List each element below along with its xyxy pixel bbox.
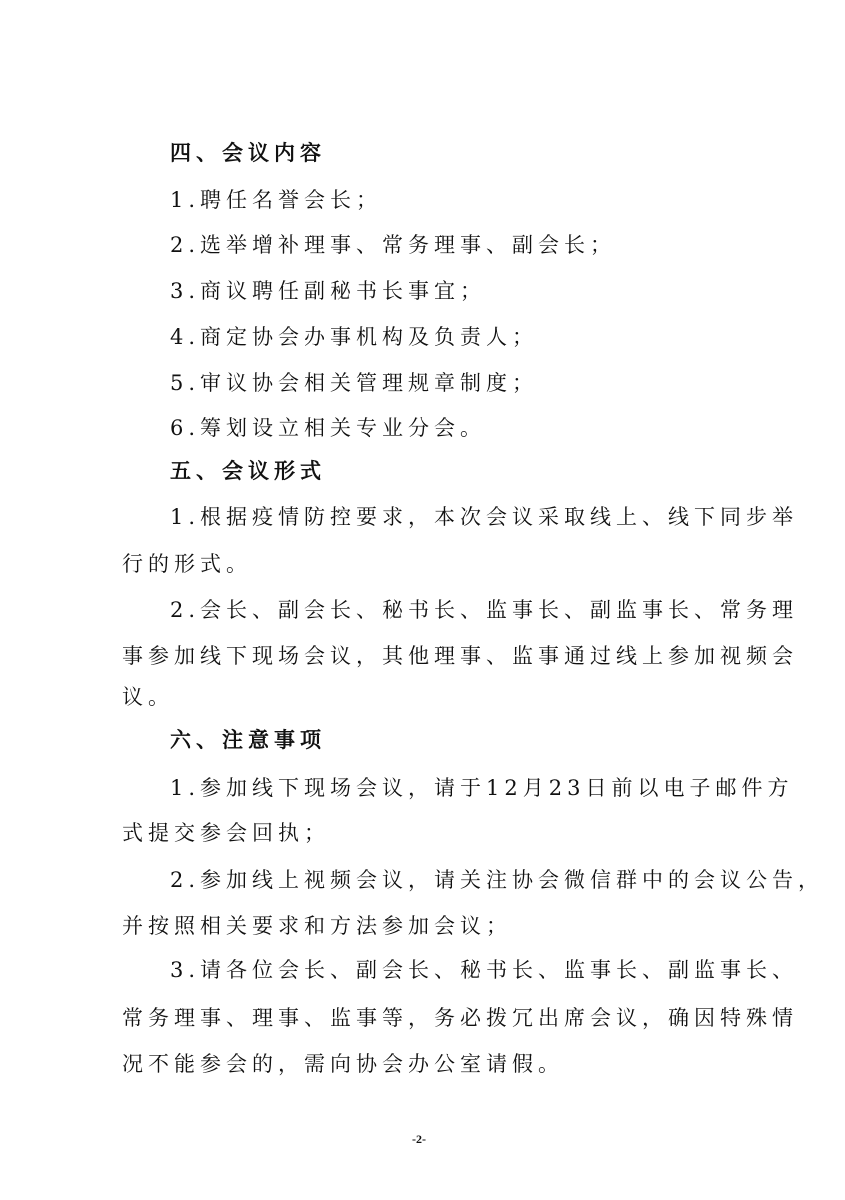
section-heading: 五、会议形式 — [170, 459, 326, 483]
list-item: 5.审议协会相关管理规章制度； — [170, 371, 539, 395]
paragraph-line: 事参加线下现场会议，其他理事、监事通过线上参加视频会 — [122, 644, 798, 668]
paragraph-line: 2.参加线上视频会议，请关注协会微信群中的会议公告， — [170, 868, 825, 892]
paragraph-line: 3.请各位会长、副会长、秘书长、监事长、副监事长、 — [170, 958, 799, 982]
paragraph-line: 并按照相关要求和方法参加会议； — [122, 914, 512, 938]
section-heading: 四、会议内容 — [170, 141, 326, 165]
list-item: 6.筹划设立相关专业分会。 — [170, 416, 487, 440]
paragraph-line: 议。 — [122, 685, 174, 709]
list-item: 4.商定协会办事机构及负责人； — [170, 325, 539, 349]
paragraph-line: 况不能参会的，需向协会办公室请假。 — [122, 1052, 564, 1076]
page-number: -2- — [412, 1132, 426, 1146]
list-item: 3.商议聘任副秘书长事宜； — [170, 279, 487, 303]
paragraph-line: 行的形式。 — [122, 552, 252, 576]
list-item: 2.选举增补理事、常务理事、副会长； — [170, 233, 617, 257]
paragraph-line: 1.根据疫情防控要求，本次会议采取线上、线下同步举 — [170, 505, 799, 529]
paragraph-line: 常务理事、理事、监事等，务必拨冗出席会议，确因特殊情 — [122, 1006, 798, 1030]
paragraph-line: 式提交参会回执； — [122, 821, 330, 845]
list-item: 1.聘任名誉会长； — [170, 188, 383, 212]
section-heading: 六、注意事项 — [170, 728, 326, 752]
paragraph-line: 1.参加线下现场会议，请于12月23日前以电子邮件方 — [170, 776, 794, 800]
paragraph-line: 2.会长、副会长、秘书长、监事长、副监事长、常务理 — [170, 598, 799, 622]
